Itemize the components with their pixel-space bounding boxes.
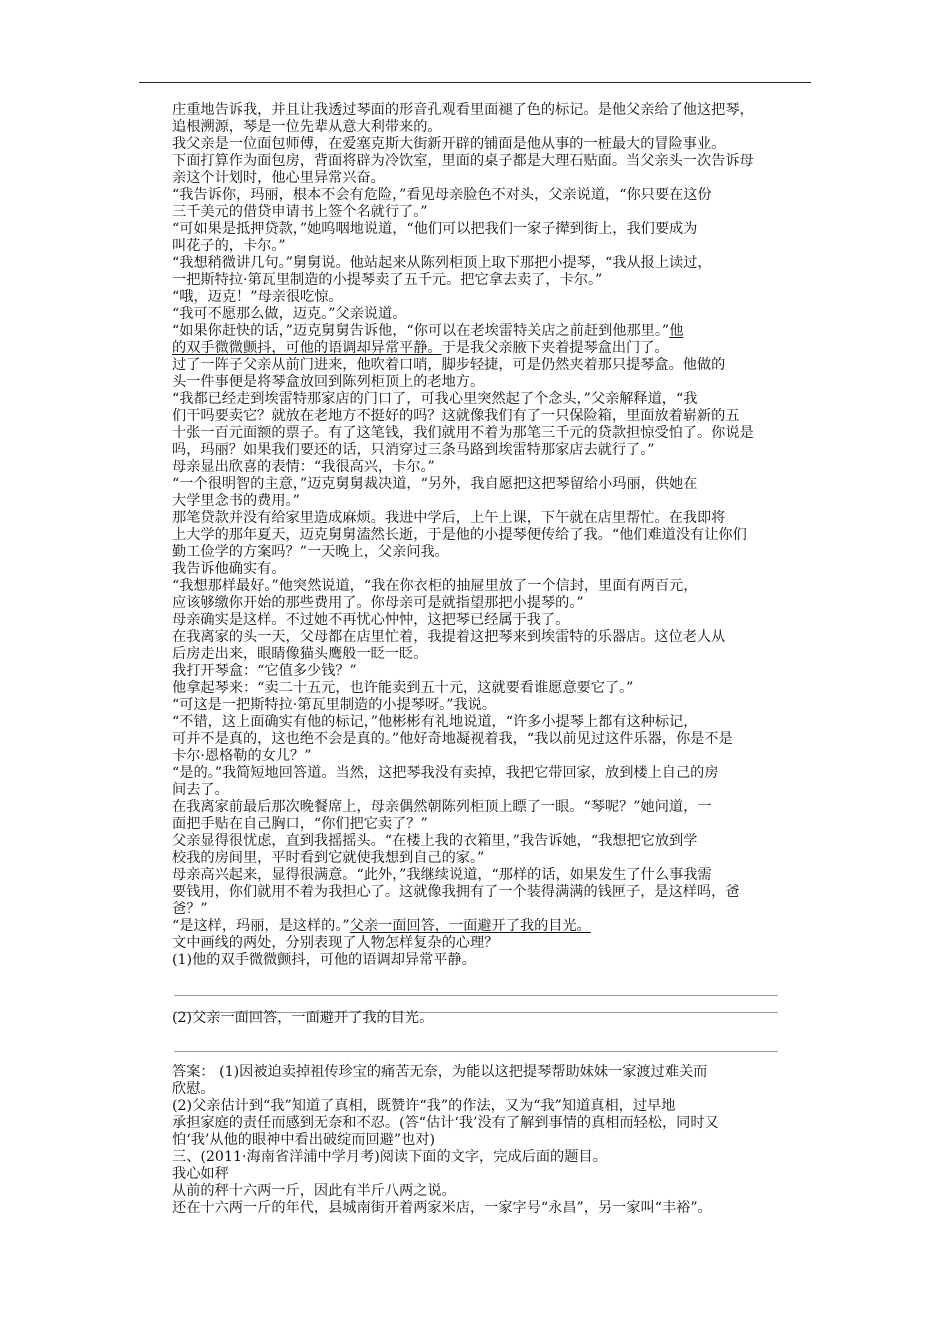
line-text: 三千美元的借贷申请书上签个名就行了。” bbox=[172, 204, 428, 220]
line-text: 要钱用，你们就用不着为我担心了。这就像我拥有了一个装得满满的钱匣子，是这样吗，爸 bbox=[172, 884, 740, 900]
line-text: 上大学的那年夏天，迈克舅舅溘然长逝，于是他的小提琴便传给了我。“他们难道没有让你们 bbox=[172, 527, 747, 543]
line-text: 母亲显出欣喜的表情：“我很高兴，卡尔。” bbox=[172, 459, 435, 475]
header-rule bbox=[139, 82, 811, 83]
text-line bbox=[172, 816, 428, 833]
text-line bbox=[172, 1081, 215, 1098]
line-text: 十张一百元面额的票子。有了这笔钱，我们就用不着为那笔三千元的贷款担惊受怕了。你说是 bbox=[172, 425, 754, 441]
text-line bbox=[172, 1200, 712, 1217]
line-text: 文中画线的两处，分别表现了人物怎样复杂的心理？ bbox=[172, 935, 499, 951]
text-line bbox=[172, 1115, 719, 1132]
text-line bbox=[172, 255, 712, 272]
text-line bbox=[172, 782, 229, 799]
line-text: 过了一阵子父亲从前门进来，他吹着口哨，脚步轻捷，可是仍然夹着那只提琴盒。他做的 bbox=[172, 357, 726, 373]
line-text: 叫花子的，卡尔。” bbox=[172, 238, 286, 254]
text-line bbox=[172, 578, 697, 595]
line-text: 们干吗要卖它？就放在老地方不挺好的吗？这就像我们有了一只保险箱，里面放着崭新的五 bbox=[172, 408, 740, 424]
text-line bbox=[172, 595, 584, 612]
line-text: 我告诉他确实有。 bbox=[172, 561, 286, 577]
text-line bbox=[172, 170, 385, 187]
text-line bbox=[172, 187, 712, 204]
text-line bbox=[172, 323, 683, 340]
text-line bbox=[172, 272, 602, 289]
text-line bbox=[172, 1166, 229, 1183]
line-text: “我想那样最好。”他突然说道，“我在你衣柜的抽屉里放了一个信封，里面有两百元， bbox=[172, 578, 698, 594]
text-line bbox=[172, 238, 286, 255]
line-text: “一个很明智的主意，”迈克舅舅裁决道，“另外，我自愿把这把琴留给小玛丽，供她在 bbox=[172, 476, 698, 492]
line-text: 在我离家前最后那次晚餐席上，母亲偶然朝陈列柜顶上瞟了一眼。“琴呢？”她问道，一 bbox=[172, 799, 712, 815]
line-text: 在我离家的头一天，父母都在店里忙着，我提着这把琴来到埃雷特的乐器店。这位老人从 bbox=[172, 629, 726, 645]
line-text: “我告诉你，玛丽，根本不会有危险，”看见母亲脸色不对头，父亲说道，“你只要在这份 bbox=[172, 187, 712, 203]
text-line bbox=[172, 629, 725, 646]
text-line bbox=[172, 1132, 435, 1149]
line-text: 父亲显得很忧虑，直到我摇摇头。“在楼上我的衣箱里，”我告诉她，“我想把它放到学 bbox=[172, 833, 698, 849]
line-text: 答案： (1)因被迫卖掉祖传珍宝的痛苦无奈，为能以这把提琴帮助妹妹一家渡过难关而 bbox=[172, 1064, 708, 1080]
text-line bbox=[172, 442, 655, 459]
text-line bbox=[172, 952, 476, 969]
text-line bbox=[172, 697, 496, 714]
text-line bbox=[172, 289, 343, 306]
line-text: “我都已经走到埃雷特那家店的门口了，可我心里突然起了个念头，”父亲解释道，“我 bbox=[172, 391, 698, 407]
text-line bbox=[172, 221, 697, 238]
line-text: 承担家庭的责任而感到无奈和不忍。(答“估计‘我’没有了解到事情的真相而轻松，同时又 bbox=[172, 1115, 719, 1131]
line-text: 母亲高兴起来，显得很满意。“此外，”我继续说道，“那样的话，如果发生了什么事我需 bbox=[172, 867, 712, 883]
line-text: “我可不愿那么做，迈克。”父亲说道。 bbox=[172, 306, 407, 322]
text-line bbox=[172, 748, 311, 765]
line-text: 那笔贷款并没有给家里造成麻烦。我进中学后，上午上课，下午就在店里帮忙。在我即将 bbox=[172, 510, 726, 526]
line-text: “我想稍微讲几句。”舅舅说。他站起来从陈列柜顶上取下那把小提琴，“我从报上读过， bbox=[172, 255, 712, 271]
line-text: 还在十六两一斤的年代，县城南街开着两家米店，一家字号“永昌”，另一家叫“丰裕”。 bbox=[172, 1200, 712, 1216]
line-text: 爸？” bbox=[172, 901, 208, 917]
line-text: “如果你赶快的话，”迈克舅舅告诉他，“你可以在老埃雷特关店之前赶到他那里。” bbox=[172, 323, 670, 339]
line-text: 卡尔·恩格勒的女儿？” bbox=[172, 748, 312, 764]
line-text: 可并不是真的，这也绝不会是真的。”他好奇地凝视着我，“我以前见过这件乐器，你是不是 bbox=[172, 731, 733, 747]
line-text: “是的。”我简短地回答道。当然，这把琴我没有卖掉，我把它带回家，放到楼上自己的房 bbox=[172, 765, 719, 781]
line-text: 他拿起琴来：“卖二十五元，也许能卖到五十元，这就要看谁愿意要它了。” bbox=[172, 680, 634, 696]
text-line bbox=[172, 850, 484, 867]
text-line bbox=[172, 680, 633, 697]
answer-blank-1a[interactable] bbox=[174, 995, 778, 996]
text-line bbox=[172, 204, 428, 221]
text-line bbox=[172, 663, 357, 680]
text-line bbox=[172, 561, 286, 578]
text-line bbox=[172, 646, 427, 663]
text-line bbox=[172, 765, 719, 782]
underlined-phrase: 的双手微微颤抖，可他的语调却异常平静。 bbox=[172, 340, 442, 356]
line-text: “哦，迈克！”母亲很吃惊。 bbox=[172, 289, 343, 305]
text-line bbox=[172, 357, 725, 374]
text-line bbox=[172, 884, 740, 901]
text-line bbox=[172, 901, 208, 918]
text-line bbox=[172, 612, 569, 629]
text-line bbox=[172, 867, 712, 884]
line-text: 欣慰。 bbox=[172, 1081, 215, 1097]
line-text: 亲这个计划时，他心里异常兴奋。 bbox=[172, 170, 385, 186]
text-line bbox=[172, 102, 754, 119]
text-line bbox=[172, 476, 697, 493]
text-line bbox=[172, 544, 449, 561]
underlined-phrase: 他 bbox=[669, 323, 684, 339]
text-line bbox=[172, 459, 435, 476]
line-text: “可这是一把斯特拉·第瓦里制造的小提琴呀。”我说。 bbox=[172, 697, 497, 713]
line-text: 面把手贴在自己胸口，“你们把它卖了？” bbox=[172, 816, 428, 832]
line-text: 我父亲是一位面包师傅，在爱塞克斯大街新开辟的铺面是他从事的一桩最大的冒险事业。 bbox=[172, 136, 726, 152]
line-text: 三、(2011·海南省洋浦中学月考)阅读下面的文字，完成后面的题目。 bbox=[172, 1149, 607, 1165]
text-line bbox=[172, 1183, 456, 1200]
line-text: 应该够缴你开始的那些费用了。你母亲可是就指望那把小提琴的。” bbox=[172, 595, 584, 611]
text-line bbox=[172, 408, 740, 425]
line-text: 从前的秤十六两一斤，因此有半斤八两之说。 bbox=[172, 1183, 456, 1199]
line-text: 追根溯源，琴是一位先辈从意大利带来的。 bbox=[172, 119, 442, 135]
line-text: 吗，玛丽？如果我们要还的话，只消穿过三条马路到埃雷特那家店去就行了。” bbox=[172, 442, 655, 458]
text-line bbox=[172, 493, 300, 510]
line-text: 头一件事便是将琴盒放回到陈列柜顶上的老地方。 bbox=[172, 374, 485, 390]
text-line bbox=[172, 340, 669, 357]
text-line bbox=[172, 1098, 675, 1115]
text-line bbox=[172, 306, 406, 323]
line-text: 勤工俭学的方案吗？”一天晚上，父亲问我。 bbox=[172, 544, 449, 560]
text-line bbox=[172, 799, 711, 816]
text-line bbox=[172, 731, 733, 748]
text-line bbox=[172, 1149, 607, 1166]
line-text: 一把斯特拉·第瓦里制造的小提琴卖了五千元。把它拿去卖了，卡尔。” bbox=[172, 272, 603, 288]
text-line bbox=[172, 425, 754, 442]
line-text: (2)父亲估计到“我”知道了真相，既赞许“我”的作法，又为“我”知道真相，过早地 bbox=[172, 1098, 676, 1114]
text-line bbox=[172, 374, 484, 391]
line-text: 怕‘我’从他的眼神中看出破绽而回避”也对) bbox=[172, 1132, 435, 1148]
line-text: 我心如秤 bbox=[172, 1166, 229, 1182]
line-text: “是这样，玛丽，是这样的。” bbox=[172, 918, 350, 934]
line-text: 于是我父亲腋下夹着提琴盒出门了。 bbox=[441, 340, 669, 356]
text-line bbox=[172, 1010, 433, 1027]
line-text: 大学里念书的费用。” bbox=[172, 493, 300, 509]
line-text: “可如果是抵押贷款，”她呜咽地说道，“他们可以把我们一家子撵到街上，我们要成为 bbox=[172, 221, 698, 237]
text-line bbox=[172, 833, 697, 850]
answer-blank-2a[interactable] bbox=[174, 1051, 778, 1052]
line-text: (1)他的双手微微颤抖，可他的语调却异常平静。 bbox=[172, 952, 476, 968]
text-line bbox=[172, 527, 747, 544]
line-text: 母亲确实是这样。不过她不再忧心忡忡，这把琴已经属于我了。 bbox=[172, 612, 570, 628]
line-text: 我打开琴盒：“它值多少钱？” bbox=[172, 663, 357, 679]
line-text: 校我的房间里，平时看到它就使我想到自己的家。” bbox=[172, 850, 485, 866]
line-text: 间去了。 bbox=[172, 782, 229, 798]
text-line bbox=[172, 136, 725, 153]
text-line bbox=[172, 714, 697, 731]
text-line bbox=[172, 510, 725, 527]
line-text: 下面打算作为面包房，背面将辟为冷饮室，里面的桌子都是大理石贴面。当父亲头一次告诉母 bbox=[172, 153, 754, 169]
text-line bbox=[172, 153, 754, 170]
text-line bbox=[172, 119, 442, 136]
line-text: 庄重地告诉我，并且让我透过琴面的形音孔观看里面褪了色的标记。是他父亲给了他这把琴， bbox=[172, 102, 754, 118]
text-line bbox=[172, 1064, 707, 1081]
text-line bbox=[172, 391, 697, 408]
line-text: 后房走出来，眼睛像猫头鹰般一眨一眨。 bbox=[172, 646, 428, 662]
line-text: (2)父亲一面回答，一面避开了我的目光。 bbox=[172, 1010, 434, 1026]
text-line bbox=[172, 935, 498, 952]
line-text: “不错，这上面确实有他的标记，”他彬彬有礼地说道，“许多小提琴上都有这种标记， bbox=[172, 714, 698, 730]
underlined-phrase: 父亲一面回答，一面避开了我的目光。 bbox=[349, 918, 591, 934]
text-line bbox=[172, 918, 591, 935]
